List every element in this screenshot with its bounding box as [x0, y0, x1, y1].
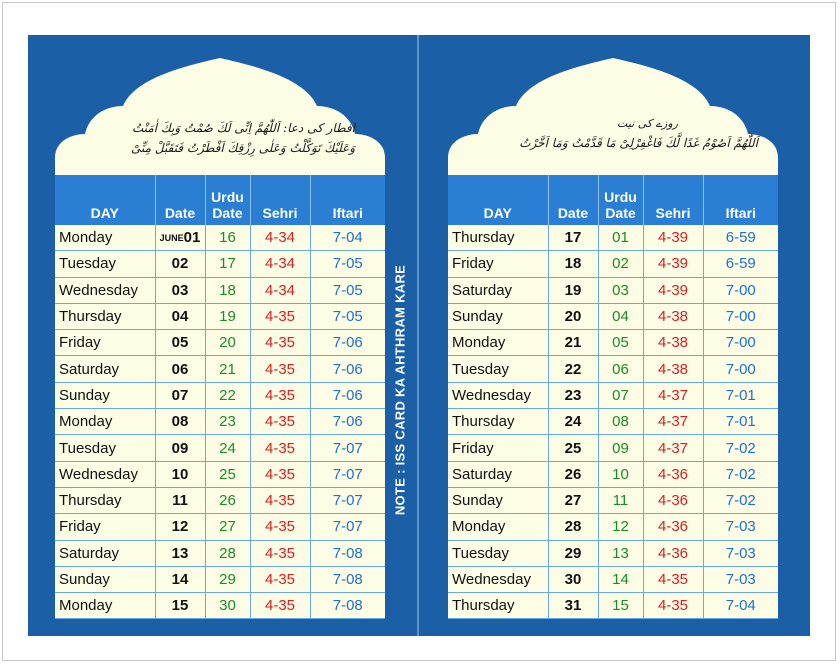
table-row	[55, 356, 385, 382]
day-cell: Thursday	[448, 409, 548, 435]
table-row	[55, 303, 385, 329]
date-cell: 11	[155, 487, 205, 513]
table-row	[55, 514, 385, 540]
date-cell: 14	[155, 566, 205, 592]
table-row	[55, 382, 385, 408]
day-cell: Saturday	[448, 461, 548, 487]
date-cell: 04	[155, 303, 205, 329]
sehri-time-cell: 4-36	[643, 487, 703, 513]
day-cell: Wednesday	[448, 566, 548, 592]
table-row	[448, 540, 778, 566]
table-row	[448, 251, 778, 277]
table-row	[448, 593, 778, 619]
iftari-time-cell: 7-04	[310, 225, 385, 251]
table-row	[448, 514, 778, 540]
date-cell: 24	[548, 409, 598, 435]
header-day: DAY	[55, 175, 155, 225]
iftari-time-cell: 7-05	[310, 277, 385, 303]
urdu-date-cell: 18	[205, 277, 250, 303]
date-cell: 21	[548, 330, 598, 356]
day-cell: Saturday	[55, 540, 155, 566]
iftari-time-cell: 7-06	[310, 409, 385, 435]
day-cell: Tuesday	[55, 435, 155, 461]
table-row	[448, 409, 778, 435]
day-cell: Tuesday	[55, 251, 155, 277]
center-fold-divider	[417, 35, 419, 636]
header-urdu-date: Urdu Date	[598, 175, 643, 225]
date-cell: 31	[548, 593, 598, 619]
urdu-date-cell: 23	[205, 409, 250, 435]
iftari-time-cell: 6-59	[703, 225, 778, 251]
day-cell: Monday	[55, 409, 155, 435]
urdu-date-cell: 17	[205, 251, 250, 277]
day-cell: Friday	[55, 514, 155, 540]
urdu-date-cell: 01	[598, 225, 643, 251]
table-row	[55, 251, 385, 277]
day-cell: Monday	[448, 330, 548, 356]
iftari-time-cell: 7-05	[310, 303, 385, 329]
iftari-time-cell: 7-08	[310, 566, 385, 592]
date-cell: 02	[155, 251, 205, 277]
day-cell: Thursday	[55, 487, 155, 513]
sehri-time-cell: 4-35	[250, 356, 310, 382]
date-cell: 09	[155, 435, 205, 461]
date-cell: 13	[155, 540, 205, 566]
header-date: Date	[155, 175, 205, 225]
date-cell: 17	[548, 225, 598, 251]
sehri-time-cell: 4-35	[250, 514, 310, 540]
table-row	[55, 461, 385, 487]
sehri-time-cell: 4-35	[250, 487, 310, 513]
table-row	[448, 330, 778, 356]
sehri-time-cell: 4-35	[250, 435, 310, 461]
day-cell: Sunday	[448, 487, 548, 513]
header-day: DAY	[448, 175, 548, 225]
day-cell: Tuesday	[448, 540, 548, 566]
date-cell: 29	[548, 540, 598, 566]
sehri-time-cell: 4-35	[250, 540, 310, 566]
table-row	[448, 382, 778, 408]
day-cell: Wednesday	[448, 382, 548, 408]
month-label: JUNE	[159, 233, 184, 244]
left-header-row	[55, 175, 385, 225]
urdu-date-cell: 04	[598, 303, 643, 329]
day-cell: Sunday	[55, 382, 155, 408]
day-cell: Sunday	[448, 303, 548, 329]
table-row	[448, 566, 778, 592]
urdu-date-cell: 11	[598, 487, 643, 513]
iftari-time-cell: 7-00	[703, 356, 778, 382]
header-iftari: Iftari	[310, 175, 385, 225]
iftari-time-cell: 7-05	[310, 251, 385, 277]
sehri-time-cell: 4-37	[643, 409, 703, 435]
table-row	[55, 593, 385, 619]
left-dome-shape	[55, 58, 385, 178]
day-cell: Monday	[448, 514, 548, 540]
date-cell: 26	[548, 461, 598, 487]
sehri-time-cell: 4-38	[643, 356, 703, 382]
sehri-time-cell: 4-34	[250, 225, 310, 251]
table-row	[448, 487, 778, 513]
day-cell: Tuesday	[448, 356, 548, 382]
iftari-time-cell: 7-07	[310, 461, 385, 487]
sehri-time-cell: 4-36	[643, 540, 703, 566]
urdu-date-cell: 16	[205, 225, 250, 251]
table-row	[55, 409, 385, 435]
day-cell: Friday	[448, 435, 548, 461]
sehri-time-cell: 4-35	[250, 330, 310, 356]
table-row	[55, 487, 385, 513]
right-table-body	[448, 225, 778, 619]
left-table-body	[55, 225, 385, 619]
sehri-time-cell: 4-34	[250, 277, 310, 303]
day-cell: Sunday	[55, 566, 155, 592]
sehri-time-cell: 4-35	[643, 593, 703, 619]
iftari-time-cell: 7-00	[703, 303, 778, 329]
day-cell: Saturday	[448, 277, 548, 303]
table-row	[55, 277, 385, 303]
sehri-time-cell: 4-35	[250, 382, 310, 408]
sehri-time-cell: 4-36	[643, 514, 703, 540]
date-cell: 15	[155, 593, 205, 619]
day-cell: Saturday	[55, 356, 155, 382]
urdu-date-cell: 14	[598, 566, 643, 592]
urdu-date-cell: 21	[205, 356, 250, 382]
sehri-time-cell: 4-39	[643, 277, 703, 303]
table-row	[448, 225, 778, 251]
iftari-time-cell: 6-59	[703, 251, 778, 277]
sehri-time-cell: 4-39	[643, 225, 703, 251]
date-cell: 20	[548, 303, 598, 329]
urdu-date-cell: 09	[598, 435, 643, 461]
date-cell: 10	[155, 461, 205, 487]
sehri-niyyat-line: اَللّٰهُمَّ اَصُوْمُ غَدًا لَّكَ فَاغْفِرْلِیْ مَا قَدَّمْتُ وَمَا اَخَّرْتُ	[519, 136, 758, 150]
iftari-time-cell: 7-07	[310, 487, 385, 513]
table-row	[448, 435, 778, 461]
day-cell: Thursday	[448, 225, 548, 251]
table-row	[448, 277, 778, 303]
date-cell: 25	[548, 435, 598, 461]
sehri-time-cell: 4-39	[643, 251, 703, 277]
iftar-dua-line2: وَعَلَیْكَ تَوَكَّلْتُ وَعَلٰی رِزْقِكَ اَفْطَرْتُ فَتَقَبَّلْ مِنِّیْ	[131, 141, 355, 155]
right-header-row	[448, 175, 778, 225]
iftari-time-cell: 7-03	[703, 540, 778, 566]
header-date: Date	[548, 175, 598, 225]
date-cell: 06	[155, 356, 205, 382]
day-cell: Monday	[55, 593, 155, 619]
date-cell: 12	[155, 514, 205, 540]
iftari-time-cell: 7-03	[703, 566, 778, 592]
table-row	[55, 225, 385, 251]
iftari-time-cell: 7-02	[703, 435, 778, 461]
iftari-time-cell: 7-00	[703, 277, 778, 303]
urdu-date-cell: 06	[598, 356, 643, 382]
date-cell: 05	[155, 330, 205, 356]
urdu-date-cell: 30	[205, 593, 250, 619]
table-row	[55, 540, 385, 566]
urdu-date-cell: 20	[205, 330, 250, 356]
sehri-time-cell: 4-35	[643, 566, 703, 592]
urdu-date-cell: 08	[598, 409, 643, 435]
table-row	[55, 435, 385, 461]
header-sehri: Sehri	[643, 175, 703, 225]
date-cell: 30	[548, 566, 598, 592]
sehri-time-cell: 4-38	[643, 330, 703, 356]
urdu-date-cell: 13	[598, 540, 643, 566]
sehri-time-cell: 4-35	[250, 409, 310, 435]
iftari-time-cell: 7-02	[703, 461, 778, 487]
iftari-time-cell: 7-06	[310, 330, 385, 356]
sehri-time-cell: 4-38	[643, 303, 703, 329]
iftari-time-cell: 7-07	[310, 514, 385, 540]
sehri-time-cell: 4-35	[250, 593, 310, 619]
note-text: NOTE : ISS CARD KA AHTHRAM KARE	[392, 264, 408, 516]
date-cell: 07	[155, 382, 205, 408]
header-sehri: Sehri	[250, 175, 310, 225]
iftar-dua-line1: افطار کی دعا: اَللّٰهُمَّ اِنِّی لَكَ صُمْتُ وَبِكَ اٰمَنْتُ	[131, 121, 355, 135]
date-value: 01	[183, 229, 201, 247]
urdu-date-cell: 03	[598, 277, 643, 303]
day-cell: Wednesday	[55, 277, 155, 303]
iftari-time-cell: 7-08	[310, 540, 385, 566]
date-cell: 23	[548, 382, 598, 408]
iftari-time-cell: 7-08	[310, 593, 385, 619]
date-cell: 18	[548, 251, 598, 277]
table-row	[55, 330, 385, 356]
sehri-niyyat-title: روزے کی نیت	[617, 117, 678, 130]
table-row	[55, 566, 385, 592]
iftari-time-cell: 7-06	[310, 356, 385, 382]
urdu-date-cell: 15	[598, 593, 643, 619]
left-timetable	[55, 175, 385, 619]
iftari-time-cell: 7-01	[703, 409, 778, 435]
sehri-time-cell: 4-35	[250, 566, 310, 592]
table-row	[448, 461, 778, 487]
sehri-time-cell: 4-37	[643, 435, 703, 461]
urdu-date-cell: 19	[205, 303, 250, 329]
right-timetable	[448, 175, 778, 619]
urdu-date-cell: 07	[598, 382, 643, 408]
urdu-date-cell: 28	[205, 540, 250, 566]
urdu-date-cell: 22	[205, 382, 250, 408]
urdu-date-cell: 29	[205, 566, 250, 592]
iftari-time-cell: 7-00	[703, 330, 778, 356]
urdu-date-cell: 12	[598, 514, 643, 540]
table-row	[448, 303, 778, 329]
date-cell: 03	[155, 277, 205, 303]
iftari-time-cell: 7-01	[703, 382, 778, 408]
iftari-time-cell: 7-03	[703, 514, 778, 540]
urdu-date-cell: 10	[598, 461, 643, 487]
date-cell: 19	[548, 277, 598, 303]
sehri-time-cell: 4-35	[250, 303, 310, 329]
sehri-time-cell: 4-35	[250, 461, 310, 487]
iftari-time-cell: 7-06	[310, 382, 385, 408]
sehri-time-cell: 4-36	[643, 461, 703, 487]
iftari-time-cell: 7-02	[703, 487, 778, 513]
urdu-date-cell: 02	[598, 251, 643, 277]
day-cell: Thursday	[55, 303, 155, 329]
table-row	[448, 356, 778, 382]
urdu-date-cell: 24	[205, 435, 250, 461]
date-cell	[155, 225, 205, 251]
date-cell: 27	[548, 487, 598, 513]
sehri-time-cell: 4-37	[643, 382, 703, 408]
date-cell: 22	[548, 356, 598, 382]
iftari-time-cell: 7-07	[310, 435, 385, 461]
day-cell: Friday	[55, 330, 155, 356]
header-urdu-date: Urdu Date	[205, 175, 250, 225]
sehri-time-cell: 4-34	[250, 251, 310, 277]
urdu-date-cell: 27	[205, 514, 250, 540]
urdu-date-cell: 25	[205, 461, 250, 487]
day-cell: Monday	[55, 225, 155, 251]
header-iftari: Iftari	[703, 175, 778, 225]
iftari-time-cell: 7-04	[703, 593, 778, 619]
urdu-date-cell: 05	[598, 330, 643, 356]
day-cell: Wednesday	[55, 461, 155, 487]
day-cell: Friday	[448, 251, 548, 277]
date-cell: 08	[155, 409, 205, 435]
date-cell: 28	[548, 514, 598, 540]
day-cell: Thursday	[448, 593, 548, 619]
urdu-date-cell: 26	[205, 487, 250, 513]
